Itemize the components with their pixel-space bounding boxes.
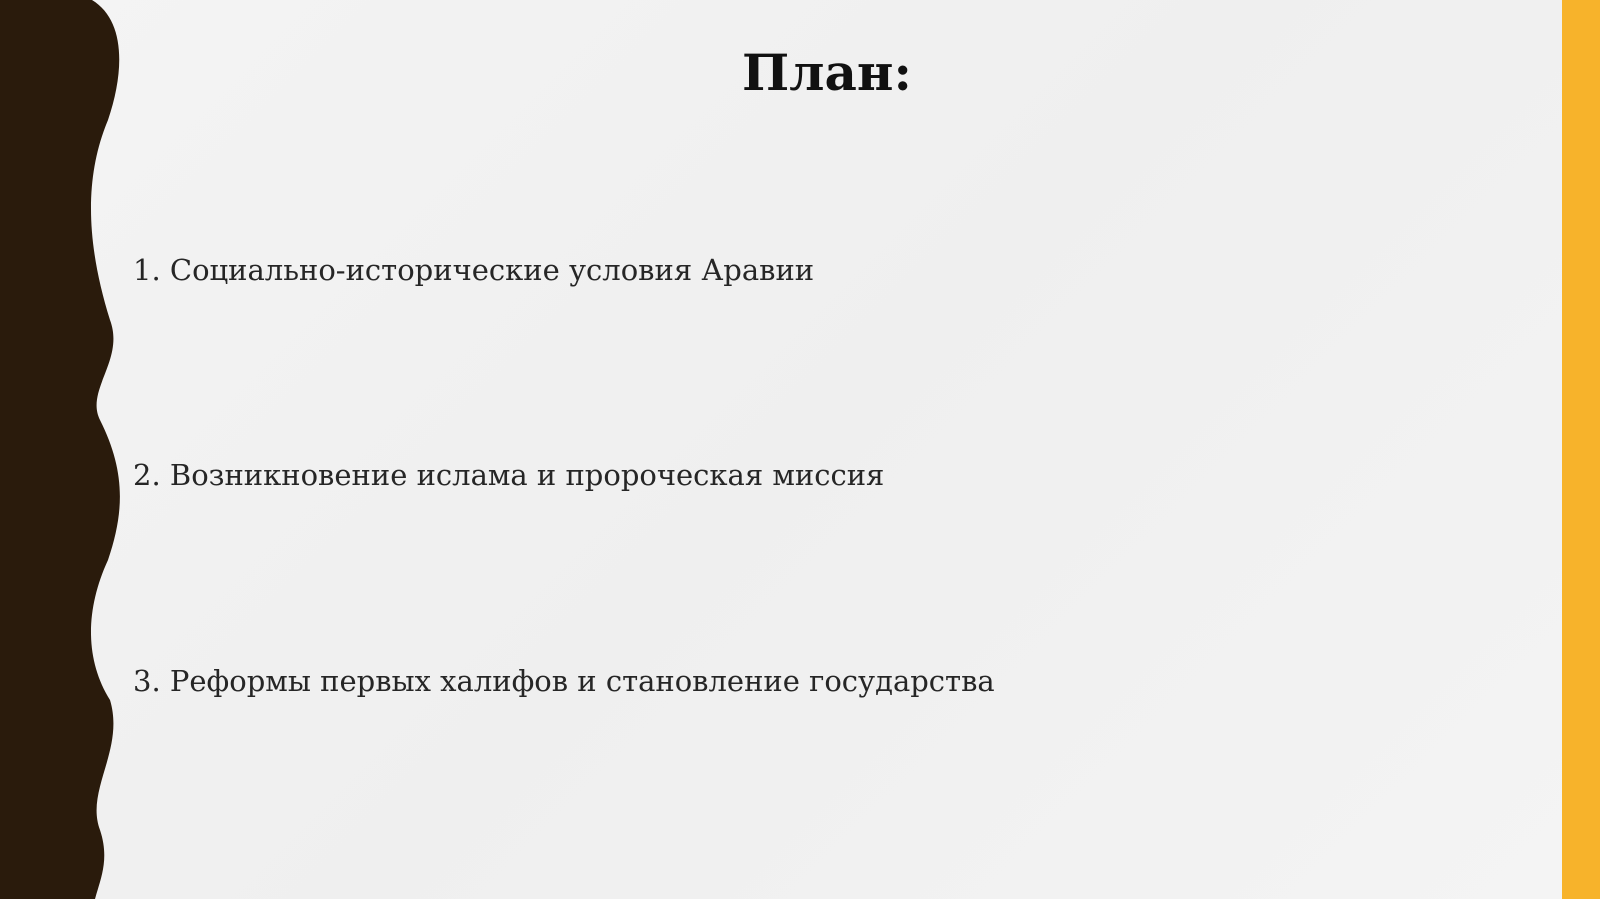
plan-item-3: 3. Реформы первых халифов и становление государства bbox=[133, 664, 995, 698]
wavy-border-shape bbox=[0, 0, 120, 899]
slide-title: План: bbox=[742, 43, 912, 102]
wavy-left-border bbox=[0, 0, 120, 899]
plan-item-2: 2. Возникновение ислама и пророческая миссия bbox=[133, 458, 885, 492]
plan-item-1: 1. Социально-исторические условия Аравии bbox=[133, 253, 815, 287]
accent-stripe bbox=[1562, 0, 1600, 899]
